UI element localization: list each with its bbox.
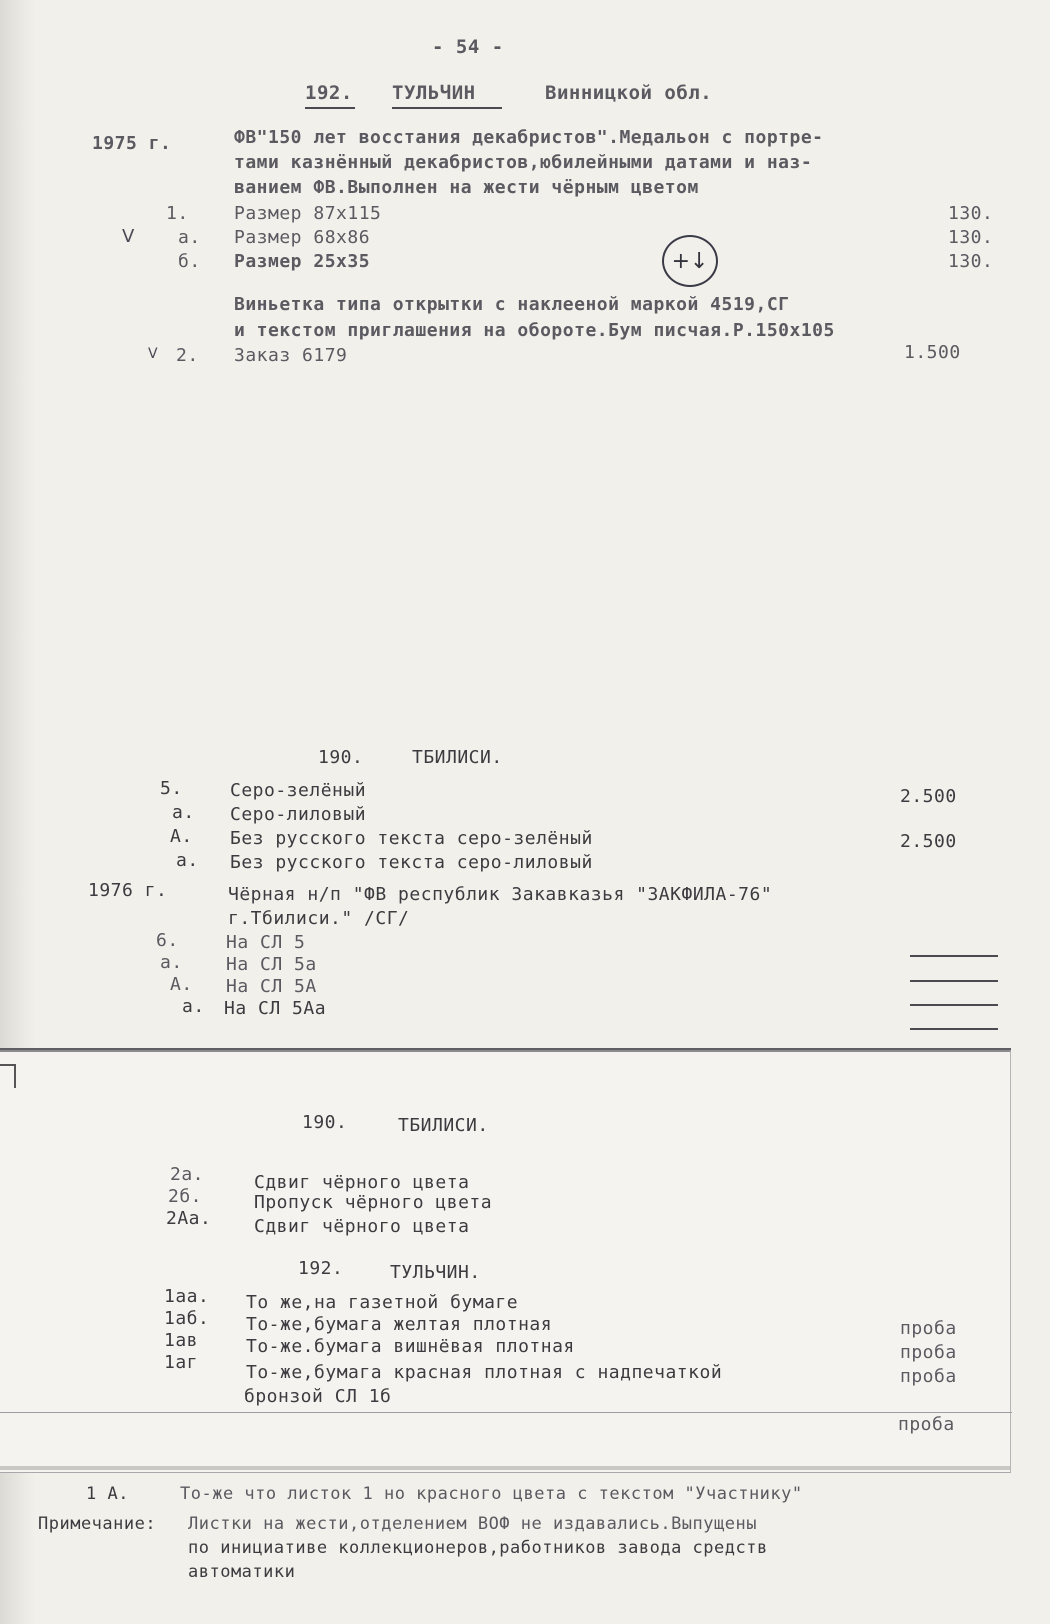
item-text: Пропуск чёрного цвета [254, 1192, 493, 1213]
item-value: 2.500 [900, 786, 957, 807]
heading-city-underline [392, 107, 502, 109]
item-text: Размер 25х35 [234, 251, 371, 272]
item-code: 5. [160, 778, 183, 799]
check-mark-icon: V [148, 346, 158, 362]
item-text: Сдвиг чёрного цвета [254, 1172, 470, 1193]
desc-1975-line-1: ФВ"150 лет восстания декабристов".Медальон с портре- [234, 127, 824, 148]
heading-192-city: ТУЛЬЧИН. [390, 1262, 481, 1283]
item-code: 1ав [164, 1330, 199, 1351]
vignette-line-1: Виньетка типа открытки с наклееной маркой 4519,СГ [234, 294, 790, 315]
item-text: То-же.бумага вишнёвая плотная [246, 1336, 575, 1357]
item-value: проба [900, 1342, 957, 1363]
page-number: - 54 - [432, 36, 504, 58]
dash-line [910, 1004, 998, 1006]
item-text: На СЛ 5 [226, 932, 306, 953]
vignette-line-2: и текстом приглашения на обороте.Бум писчая.Р.150х105 [234, 320, 835, 341]
dash-line [910, 955, 998, 957]
item-code: 1аа. [164, 1286, 210, 1307]
circled-annotation: +↓ [662, 235, 718, 287]
item-code: 1аг [164, 1352, 199, 1373]
desc-1975-line-3: ванием ФВ.Выполнен на жести чёрным цветом [234, 177, 699, 198]
check-mark-icon: V [122, 226, 135, 247]
desc-1975-line-2: тами казнённый декабристов,юбилейными датами и наз- [234, 152, 813, 173]
order-value: 1.500 [904, 342, 961, 363]
item-text: Размер 87х115 [234, 203, 382, 224]
item-code: А. [170, 974, 193, 995]
dash-line [910, 1028, 998, 1030]
item-code: 1аб. [164, 1308, 210, 1329]
heading-192-region: Винницкой обл. [545, 82, 713, 104]
item-text: На СЛ 5а [226, 954, 317, 975]
item-code: 2а. [170, 1164, 205, 1185]
paste-shadow [0, 1466, 1010, 1470]
heading-192-number: 192. [298, 1258, 344, 1279]
note-line-3: автоматики [188, 1562, 296, 1582]
year-1975: 1975 г. [92, 133, 172, 154]
item-code: 1. [166, 203, 189, 224]
item-value: 2.500 [900, 831, 957, 852]
desc-1976-line-1: Чёрная н/п "ФВ республик Закавказья "ЗАКФИЛА-76" [228, 884, 773, 905]
item-code: б. [178, 251, 201, 272]
heading-192-city: ТУЛЬЧИН [392, 82, 476, 104]
item-code: 6. [156, 930, 179, 951]
item-value: 130. [948, 251, 994, 272]
item-text: Без русского текста серо-лиловый [230, 852, 593, 873]
item-text: То же,на газетной бумаге [246, 1292, 519, 1313]
order-text: Заказ 6179 [234, 345, 348, 366]
item-value: проба [898, 1414, 955, 1435]
item-code: А. [170, 826, 193, 847]
item-code: а. [178, 227, 201, 248]
item-value: 130. [948, 203, 994, 224]
continuation-text: бронзой СЛ 1б [244, 1386, 392, 1407]
item-code: 2б. [168, 1186, 203, 1207]
item-text: На СЛ 5А [226, 976, 317, 997]
item-text: То-же,бумага красная плотная с надпечаткой [246, 1362, 723, 1383]
item-text: Размер 68х86 [234, 227, 371, 248]
order-code: 2. [176, 345, 199, 366]
item-value: проба [900, 1366, 957, 1387]
item-text: То-же,бумага желтая плотная [246, 1314, 553, 1335]
note-line-2: по инициативе коллекционеров,работников завода средств [188, 1538, 768, 1558]
item-value: 130. [948, 227, 994, 248]
footer-item-text: То-же что листок 1 но красного цвета с текстом "Участнику" [180, 1484, 803, 1504]
item-text: Серо-лиловый [230, 804, 367, 825]
paste-edge [0, 1412, 1012, 1413]
dash-line [910, 980, 998, 982]
footer-item-code: 1 А. [86, 1484, 129, 1504]
item-text: На СЛ 5Аа [224, 998, 327, 1019]
item-code: а. [172, 802, 195, 823]
item-value: проба [900, 1318, 957, 1339]
note-line-1: Листки на жести,отделением ВОФ не издавались.Выпущены [188, 1514, 757, 1534]
item-code: а. [182, 996, 205, 1017]
note-label: Примечание: [38, 1514, 157, 1534]
pasted-slip [0, 1050, 1011, 1473]
item-text: Без русского текста серо-зелёный [230, 828, 593, 849]
heading-190-number: 190. [302, 1112, 348, 1133]
heading-190-city: ТБИЛИСИ. [398, 1115, 489, 1136]
desc-1976-line-2: г.Тбилиси." /СГ/ [228, 908, 410, 929]
year-1976: 1976 г. [88, 880, 168, 901]
heading-190-city: ТБИЛИСИ. [412, 747, 503, 768]
item-code: 2Аа. [166, 1208, 212, 1229]
paste-notch [0, 1064, 16, 1088]
item-text: Серо-зелёный [230, 780, 367, 801]
heading-190-number: 190. [318, 747, 364, 768]
heading-192-underline [305, 107, 355, 109]
item-text: Сдвиг чёрного цвета [254, 1216, 470, 1237]
item-code: а. [176, 850, 199, 871]
item-code: а. [160, 952, 183, 973]
heading-192-number: 192. [305, 82, 353, 104]
